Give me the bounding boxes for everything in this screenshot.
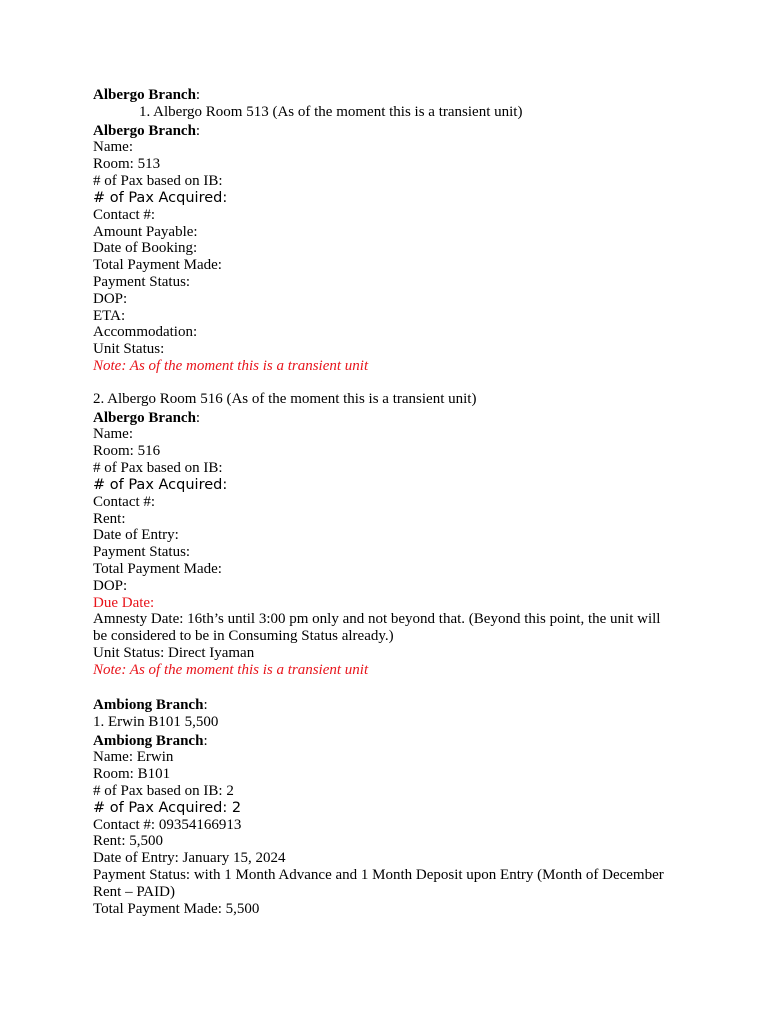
field-amount-payable: Amount Payable:: [93, 223, 198, 240]
document-body: [93, 87, 673, 918]
field-amnesty-date: Amnesty Date: 16th’s until 3:00 pm only and not beyond that. (Beyond this point, the unit will be considered to be in Consuming Status already.): [93, 611, 661, 645]
field-name: Name:: [93, 139, 133, 156]
field-pax-acquired: # of Pax Acquired:: [93, 189, 228, 206]
field-pax-acquired: # of Pax Acquired:: [93, 476, 228, 493]
field-payment-status: Payment Status: with 1 Month Advance and 1 Month Deposit upon Entry (Month of December Rent – PAID): [93, 867, 664, 901]
field-room: Room: 516: [93, 443, 161, 460]
field-contact: Contact #:: [93, 206, 156, 223]
field-payment-status: Payment Status:: [93, 273, 191, 290]
field-total-payment: Total Payment Made: 5,500: [93, 901, 260, 918]
field-unit-status: Unit Status:: [93, 341, 165, 358]
note-transient-516: Note: As of the moment this is a transient unit: [93, 662, 369, 679]
field-pax-ib: # of Pax based on IB: 2: [93, 782, 234, 799]
field-due-date: Due Date:: [93, 594, 155, 611]
field-total-payment: Total Payment Made:: [93, 560, 222, 577]
field-pax-ib: # of Pax based on IB:: [93, 459, 223, 476]
list-item-room-516: 2. Albergo Room 516 (As of the moment this is a transient unit): [93, 390, 477, 407]
list-item-room-513: 1. Albergo Room 513 (As of the moment this is a transient unit): [139, 103, 523, 120]
field-date-of-booking: Date of Booking:: [93, 240, 198, 257]
field-dop: DOP:: [93, 577, 128, 594]
field-room: Room: 513: [93, 156, 161, 173]
list-item-erwin-b101: 1. Erwin B101 5,500: [93, 713, 219, 730]
field-rent: Rent: 5,500: [93, 833, 163, 850]
field-contact: Contact #: 09354166913: [93, 816, 242, 833]
field-accommodation: Accommodation:: [93, 324, 198, 341]
field-name: Name:: [93, 426, 133, 443]
field-total-payment: Total Payment Made:: [93, 257, 222, 274]
record-header-516: Albergo Branch:: [93, 409, 201, 426]
field-contact: Contact #:: [93, 493, 156, 510]
note-transient-513: Note: As of the moment this is a transient unit: [93, 357, 369, 374]
field-date-of-entry: Date of Entry:: [93, 527, 179, 544]
field-eta: ETA:: [93, 307, 126, 324]
field-name: Name: Erwin: [93, 749, 174, 766]
field-pax-ib: # of Pax based on IB:: [93, 172, 223, 189]
field-date-of-entry: Date of Entry: January 15, 2024: [93, 850, 286, 867]
field-unit-status: Unit Status: Direct Iyaman: [93, 645, 255, 662]
field-rent: Rent:: [93, 510, 126, 527]
field-dop: DOP:: [93, 290, 128, 307]
field-room: Room: B101: [93, 766, 171, 783]
record-header-513: Albergo Branch:: [93, 122, 201, 139]
record-header-b101: Ambiong Branch:: [93, 732, 208, 749]
field-pax-acquired: # of Pax Acquired: 2: [93, 799, 242, 816]
section-heading-ambiong: Ambiong Branch:: [93, 696, 208, 713]
field-payment-status: Payment Status:: [93, 544, 191, 561]
section-heading-albergo: Albergo Branch:: [93, 87, 201, 103]
